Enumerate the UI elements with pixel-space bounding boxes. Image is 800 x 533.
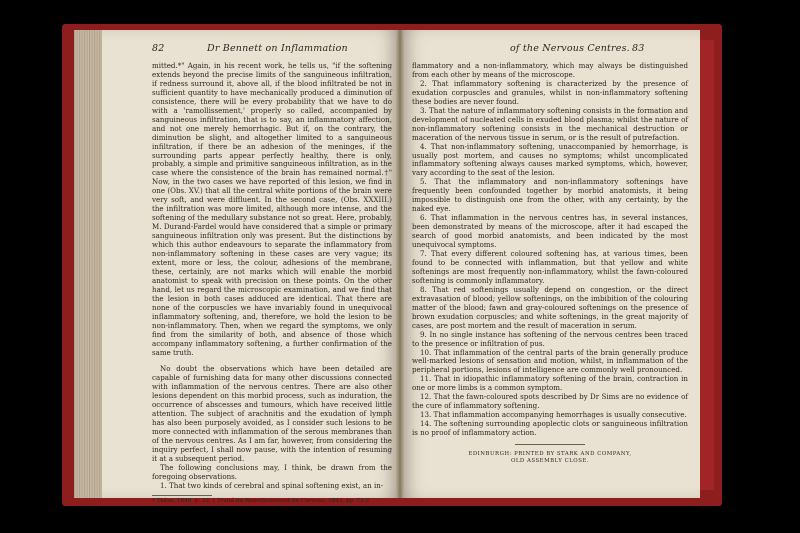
- right-paragraph: 5. That the inflammatory and non-inflammatory softenings have frequently been confounded together by morbid anatomists, it being impossible to distinguish one from the other, with any certainty, by the naked eye.: [412, 177, 688, 214]
- right-paragraph: 11. That in idiopathic inflammatory softening of the brain, contraction in one or more limbs is a common symptom.: [412, 374, 688, 393]
- printer-imprint-line-2: OLD ASSEMBLY CLOSE.: [510, 458, 590, 465]
- right-paragraph: 10. That inflammation of the central parts of the brain generally produce well-marked lesions of sensation and motion, whilst, in inflammation of the peripheral portions, lesions of intelligence are commonly well pronounced.: [412, 347, 688, 375]
- left-paragraph: No doubt the observations which have been detailed are capable of furnishing data for many other discussions connected with inflammation of the nervous centres. There are also other lesions dependent on this morbid process, such as induration, the occurrence of abscesses and tumours, which have received little attention. The subject of arachnitis and the exudation of lymph has also been purposely avoided, as I consider such lesions to be more connected with inflammation of the serous membranes than of the nervous centres. As I am far, however, from considering the inquiry perfect, I shall now pause, with the intention of resuming it at a subsequent period.: [152, 364, 392, 463]
- right-paragraph: 3. That the nature of inflammatory softening consists in the formation and development of nucleated cells in exuded blood plasma; whilst the nature of non-inflammatory softening consists in the mechanical destruction or maceration of the nervous tissue in serum, or is the result of putrefaction.: [412, 105, 688, 142]
- left-page-body: [152, 62, 392, 505]
- right-paragraph: flammatory and a non-inflammatory, which may always be distinguished from each other by means of the microscope.: [412, 61, 688, 79]
- right-paragraph: 9. In no single instance has softening of the nervous centres been traced to the presence or infiltration of pus.: [412, 329, 688, 348]
- right-paragraph: 6. That inflammation in the nervous centres has, in several instances, been demonstrated by means of the microscope, after it had escaped the search of good morbid anatomists, and been indicated by the most unequivocal symptoms.: [412, 213, 688, 250]
- right-paragraph: 2. That inflammatory softening is characterized by the presence of exudation corpuscles and granules, whilst in non-inflammatory softening these bodies are never found.: [412, 78, 688, 106]
- cover-edge-right: [700, 40, 714, 490]
- left-paragraph: The following conclusions may, I think, be drawn from the foregoing observations.: [152, 462, 392, 481]
- right-running-head: of the Nervous Centres.: [510, 43, 630, 54]
- right-paragraph: 8. That red softenings usually depend on congestion, or the direct extravasation of blood; yellow softenings, on the imbibition of the colouring matter of the blood; fawn and gray-coloured softenings on the presence of brown exudation corpuscles; and white softenings, in the great majority of cases, are post mortem and the result of maceration in serum.: [412, 284, 688, 330]
- right-page-body: [412, 62, 688, 465]
- left-paragraph: mitted.*" Again, in his recent work, he tells us, "if the softening extends beyond the precise limits of the sanguineous infiltration, if redness surround it, above all, if the blood infiltrated be not in sufficient quantity to have mechanically produced a diminution of consistence, there will be every probability that we have to do with a 'ramollissement,' properly so called, accompanied by sanguineous infiltration, that is to say, an inflammatory affection, and not one merely hemorrhagic. But if, on the contrary, the diminution be slight, and altogether limited to a sanguineous infiltration, if there be an adhesion of the meninges, if the surrounding parts appear perfectly healthy, there is only, probably, a simple and primitive sanguineous infiltration, as in the case where the consistence of the brain has remained normal.†" Now, in the two cases we have reported of this lesion, we find in one (Obs. XV.) that all the central white portions of the brain were very soft, and were diffluent. In the second case, (Obs. XXXIII.) the infiltration was more limited, although more intense, and the softening of the medullary substance not so great. Here, probably, M. Durand-Fardel would have considered that a simple or primary sanguineous infiltration only was present. But the distinctions by which this author endeavours to separate the inflammatory from non-inflammatory softening in these cases are very vague; its extent, more or less, the colour, adhesions of the membrane, these, certainly, are not marks which will enable the morbid anatomist to speak with precision on these points. On the other hand, let us regard the microscopic examination, and we find that the lesion in both cases adduced are identical. That there are none of the corpuscles we have invariably found in unequivocal inflammatory softening, and, therefore, we hold the lesion to be non-inflammatory. Then, when we regard the symptoms, we only find from the similarity of both, and absence of those which accompany inflammatory softening, a further confirmation of the same truth.: [152, 61, 392, 357]
- left-page: [102, 30, 400, 504]
- right-paragraph: 14. The softening surrounding apoplectic clots or sanguineous infiltration is no proof of inflammatory action.: [412, 419, 688, 438]
- right-paragraph: 7. That every different coloured softening has, at various times, been found to be connected with inflammation, but that yellow and white softenings are most frequently non-inflammatory, whilst the fawn-coloured softening is commonly inflammatory.: [412, 249, 688, 285]
- right-paragraph: 12. That the fawn-coloured spots described by Dr Sims are no evidence of the cure of inflammatory softening.: [412, 392, 688, 411]
- right-page: [400, 30, 700, 498]
- colophon-rule: [515, 444, 585, 445]
- right-paragraph: 4. That non-inflammatory softening, unaccompanied by hemorrhage, is usually post mortem, and causes no symptoms; whilst uncomplicated inflammatory softening always causes marked symptoms, which, however, vary according to the seat of the lesion.: [412, 141, 688, 178]
- left-paragraph: 1. That two kinds of cerebral and spinal softening exist, an in-: [160, 480, 384, 490]
- book-gutter: [396, 30, 404, 498]
- printer-imprint-line-1: EDINBURGH: PRINTED BY STARK AND COMPANY,: [468, 451, 632, 458]
- footnote-rule: [152, 495, 212, 496]
- left-running-head: Dr Bennett on Inflammation: [207, 43, 348, 54]
- right-paragraph: 13. That inflammation accompanying hemorrhages is usually consecutive.: [420, 410, 687, 420]
- left-footnote: * Thèse, 1840, p. 32. † Traité du Ramollissement du Cerveau, 1843, pp. 71-2.: [152, 497, 372, 504]
- right-page-number: 83: [632, 43, 645, 54]
- left-page-number: 82: [152, 43, 165, 54]
